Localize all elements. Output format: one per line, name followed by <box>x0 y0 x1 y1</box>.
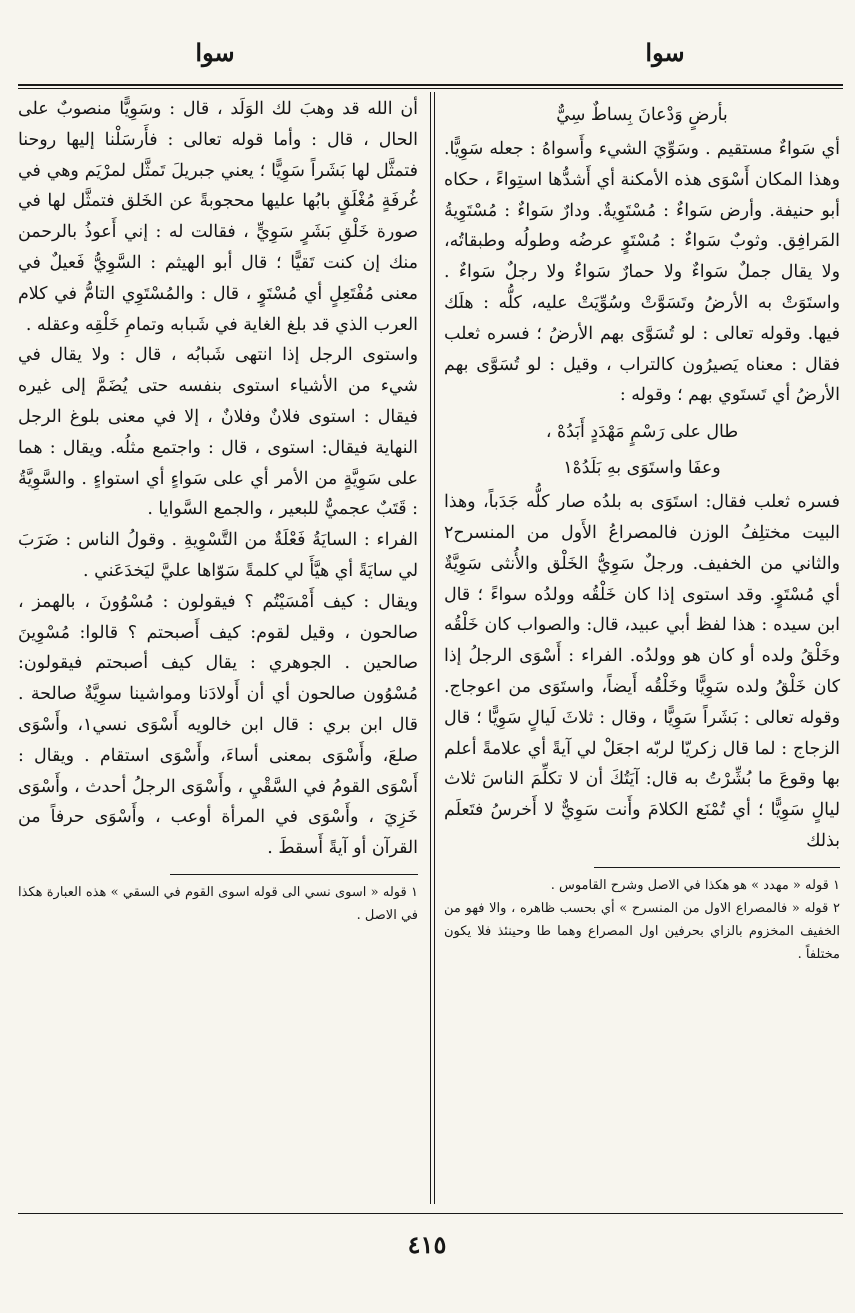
column-divider <box>430 92 431 1204</box>
right-paragraph-2: فسره ثعلب فقال: استَوَى به بلدُه صار كلُّه جَدَباً، وهذا البيت مختلِفُ الوزن فالمصراعُ الأَول من المنسرح٢ والثاني من الخفيف. ورجلٌ سَوِيُّ الخَلْق والأُنثى سَوِيَّةٌ أي مُسْتَوٍ. وقد استوى إذا كان خَلْقُه وولدُه سواءً ؛ قال ابن سيده : هذا لفظ أبي عبيد، قال: والصواب كان خَلْقُه وخَلْقُ ولده أو كان هو وولدُه. الفراء : أَسْوَى الرجلُ إذا كان خَلْقُ ولده سَوِيًّا وخَلْقُه أَيضاً، واستَوَى من اعوجاج. وقوله تعالى : بَشَراً سَوِيًّا ، وقال : ثلاثَ لَيالٍ سَوِيًّا ؛ قال الزجاج : لما قال زكريّا لربّه اجعَلْ لي آيةً أي علامةً أعلم بها وقوعَ ما بُشِّرْتُ به قال: آيَتُكَ أن لا تكلِّمَ الناسَ ثلاث ليالٍ سَوِيًّا ؛ أي تُمْنَع الكلامَ وأَنت سَوِيٌّ لا أَخرسُ فتَعلَم بذلك <box>444 492 840 851</box>
footnote-left-1: ١ قوله « اسوى نسي الى قوله اسوى القوم في السقي » هذه العبارة هكذا في الاصل . <box>18 884 418 923</box>
right-paragraph-1: أي سَواءٌ مستقيم . وسَوِّيَ الشيء وأَسواهُ : جعله سَوِيًّا. وهذا المكان أَسْوَى هذه الأمكنة أي أَشدُّها استِواءً ، حكاه أبو حنيفة. وأرض سَواءٌ : مُسْتَوِيةٌ. ودارٌ سَواءٌ : مُسْتَوِيةُ المَرافِق. وثوبٌ سَواءٌ : مُسْتَوٍ عرضُه وطولُه وطبقاتُه، ولا يقال جملٌ سَواءٌ ولا حمارٌ سَواءٌ ولا رجلٌ سَواءٌ . واستَوَتْ به الأرضُ وتَسَوَّتْ وسُوِّيَتْ عليه، كلُّه : هلَك فيها. وقوله تعالى : لو تُسَوَّى بهم الأرضُ ؛ فسره ثعلب فقال : معناه يَصيرُون كالتراب ، وقيل : لو تُسَوَّى بهم الأرضُ أي تَستَوي بهم ؛ وقوله : <box>444 139 840 406</box>
header-rule-thin <box>18 88 843 89</box>
verse-line-2: وعفَا واستَوَى بهِ بَلَدُهْ١ <box>563 458 721 479</box>
running-head-right: سوا <box>645 38 685 67</box>
footnote-right-1: ١ قوله « مهدد » هو هكذا في الاصل وشرح القاموس . <box>550 877 840 893</box>
footer-rule <box>18 1213 843 1214</box>
left-paragraph-4: ويقال : كيف أَمْسَيْتُم ؟ فيقولون : مُسْوُونَ ، بالهمز ، صالحون ، وقيل لقوم: كيف أَصبحتم ؟ قالوا: مُسْوِينَ صالحين . الجوهري : يقال كيف أصبحتم فيقولون: مُسْوُون صالحون أي أن أَولادَنا ومواشينا سوِيَّةٌ صالحة . قال ابن بري : قال ابن خالويه أَسْوَى نسي١، وأَسْوَى صلعَ، وأَسْوَى بمعنى أساءَ، وأَسْوَى استقام . ويقال : أَسْوَى القومُ في السَّقْيِ ، وأَسْوَى الرجلُ أحدث ، وأَسْوَى خَزِيَ ، وأَسْوَى في المرأة أوعب ، وأَسْوَى حرفاً من القرآن أو آيةً أَسقطَ . <box>18 591 418 859</box>
left-paragraph-2: واستوى الرجل إذا انتهى شَبابُه ، قال : ولا يقال في شيء من الأشياء استوى بنفسه حتى يُضَمَّ إلى غيره فيقال : استوى فلانٌ وفلانٌ ، إلا في معنى بلوغ الرجل النهاية فيقال: استوى ، قال : واجتمع مثلُه. ويقال : هما على سَوِيَّةٍ من الأمر أي على سَواءٍ أي استواءٍ . والسَّوِيَّةُ : قَتَبٌ عجميٌّ للبعير ، والجمع السَّوايا . <box>18 345 418 520</box>
opening-verse-line: بأرضٍ وَدْعانَ بِساطٌ سِيٌّ <box>556 105 728 125</box>
left-paragraph-1: أن الله قد وهبَ لك الوَلَد ، قال : وسَوِيًّا منصوبٌ على الحال ، قال : وأما قوله تعالى : فأَرسَلْنا إليها روحنا فتمثَّل لها بَشَراً سَوِيًّا ؛ يعني جبريلَ تَمثَّل لمرْيَم وهي في غُرفَةٍ مُغْلَقٍ بابُها عليها محجوبةً عن الخَلق فتمثَّل لها في صورة خَلْقِ بَشَرٍ سَوِيٍّ ، فقالت له : إني أَعوذُ بالرحمن منك إن كنت تَقيًّا ؛ قال أبو الهيثم : السَّوِيُّ فَعيلٌ في معنى مُفْتَعِلٍ أي مُسْتَوٍ ، قال : والمُسْتَوِي التامُّ في كلام العرب الذي قد بلغ الغاية في شَبابه وتمامِ خَلْقِه وعقله . <box>18 99 418 335</box>
column-divider-inner <box>434 92 435 1204</box>
left-paragraph-3: الفراء : السايَةُ فَعْلَةٌ من التَّسْوِيةِ . وقولُ الناس : ضَرَبَ لي سايَةً أي هيَّأَ لي كلمةً سَوّاها عليَّ ليَخدَعَني . <box>18 530 418 581</box>
footnote-rule-left <box>170 874 418 875</box>
footnote-right-2: ٢ قوله « فالمصراع الاول من المنسرح » أي بحسب ظاهره ، والا فهو من الخفيف المخزوم بالزاي بحرفين اول المصراع وهما طا وحينئذ فلا يكون مختلفاً . <box>444 900 840 962</box>
verse-line-1: طال على رَسْمٍ مَهْدَدٍ أَبَدُهْ ، <box>545 422 739 443</box>
running-head-left: سوا <box>195 38 235 67</box>
left-column <box>18 94 418 927</box>
page-number: ٤١٥ <box>407 1230 447 1259</box>
footnote-rule-right <box>594 867 840 868</box>
right-column <box>444 94 840 966</box>
header-rule <box>18 84 843 86</box>
